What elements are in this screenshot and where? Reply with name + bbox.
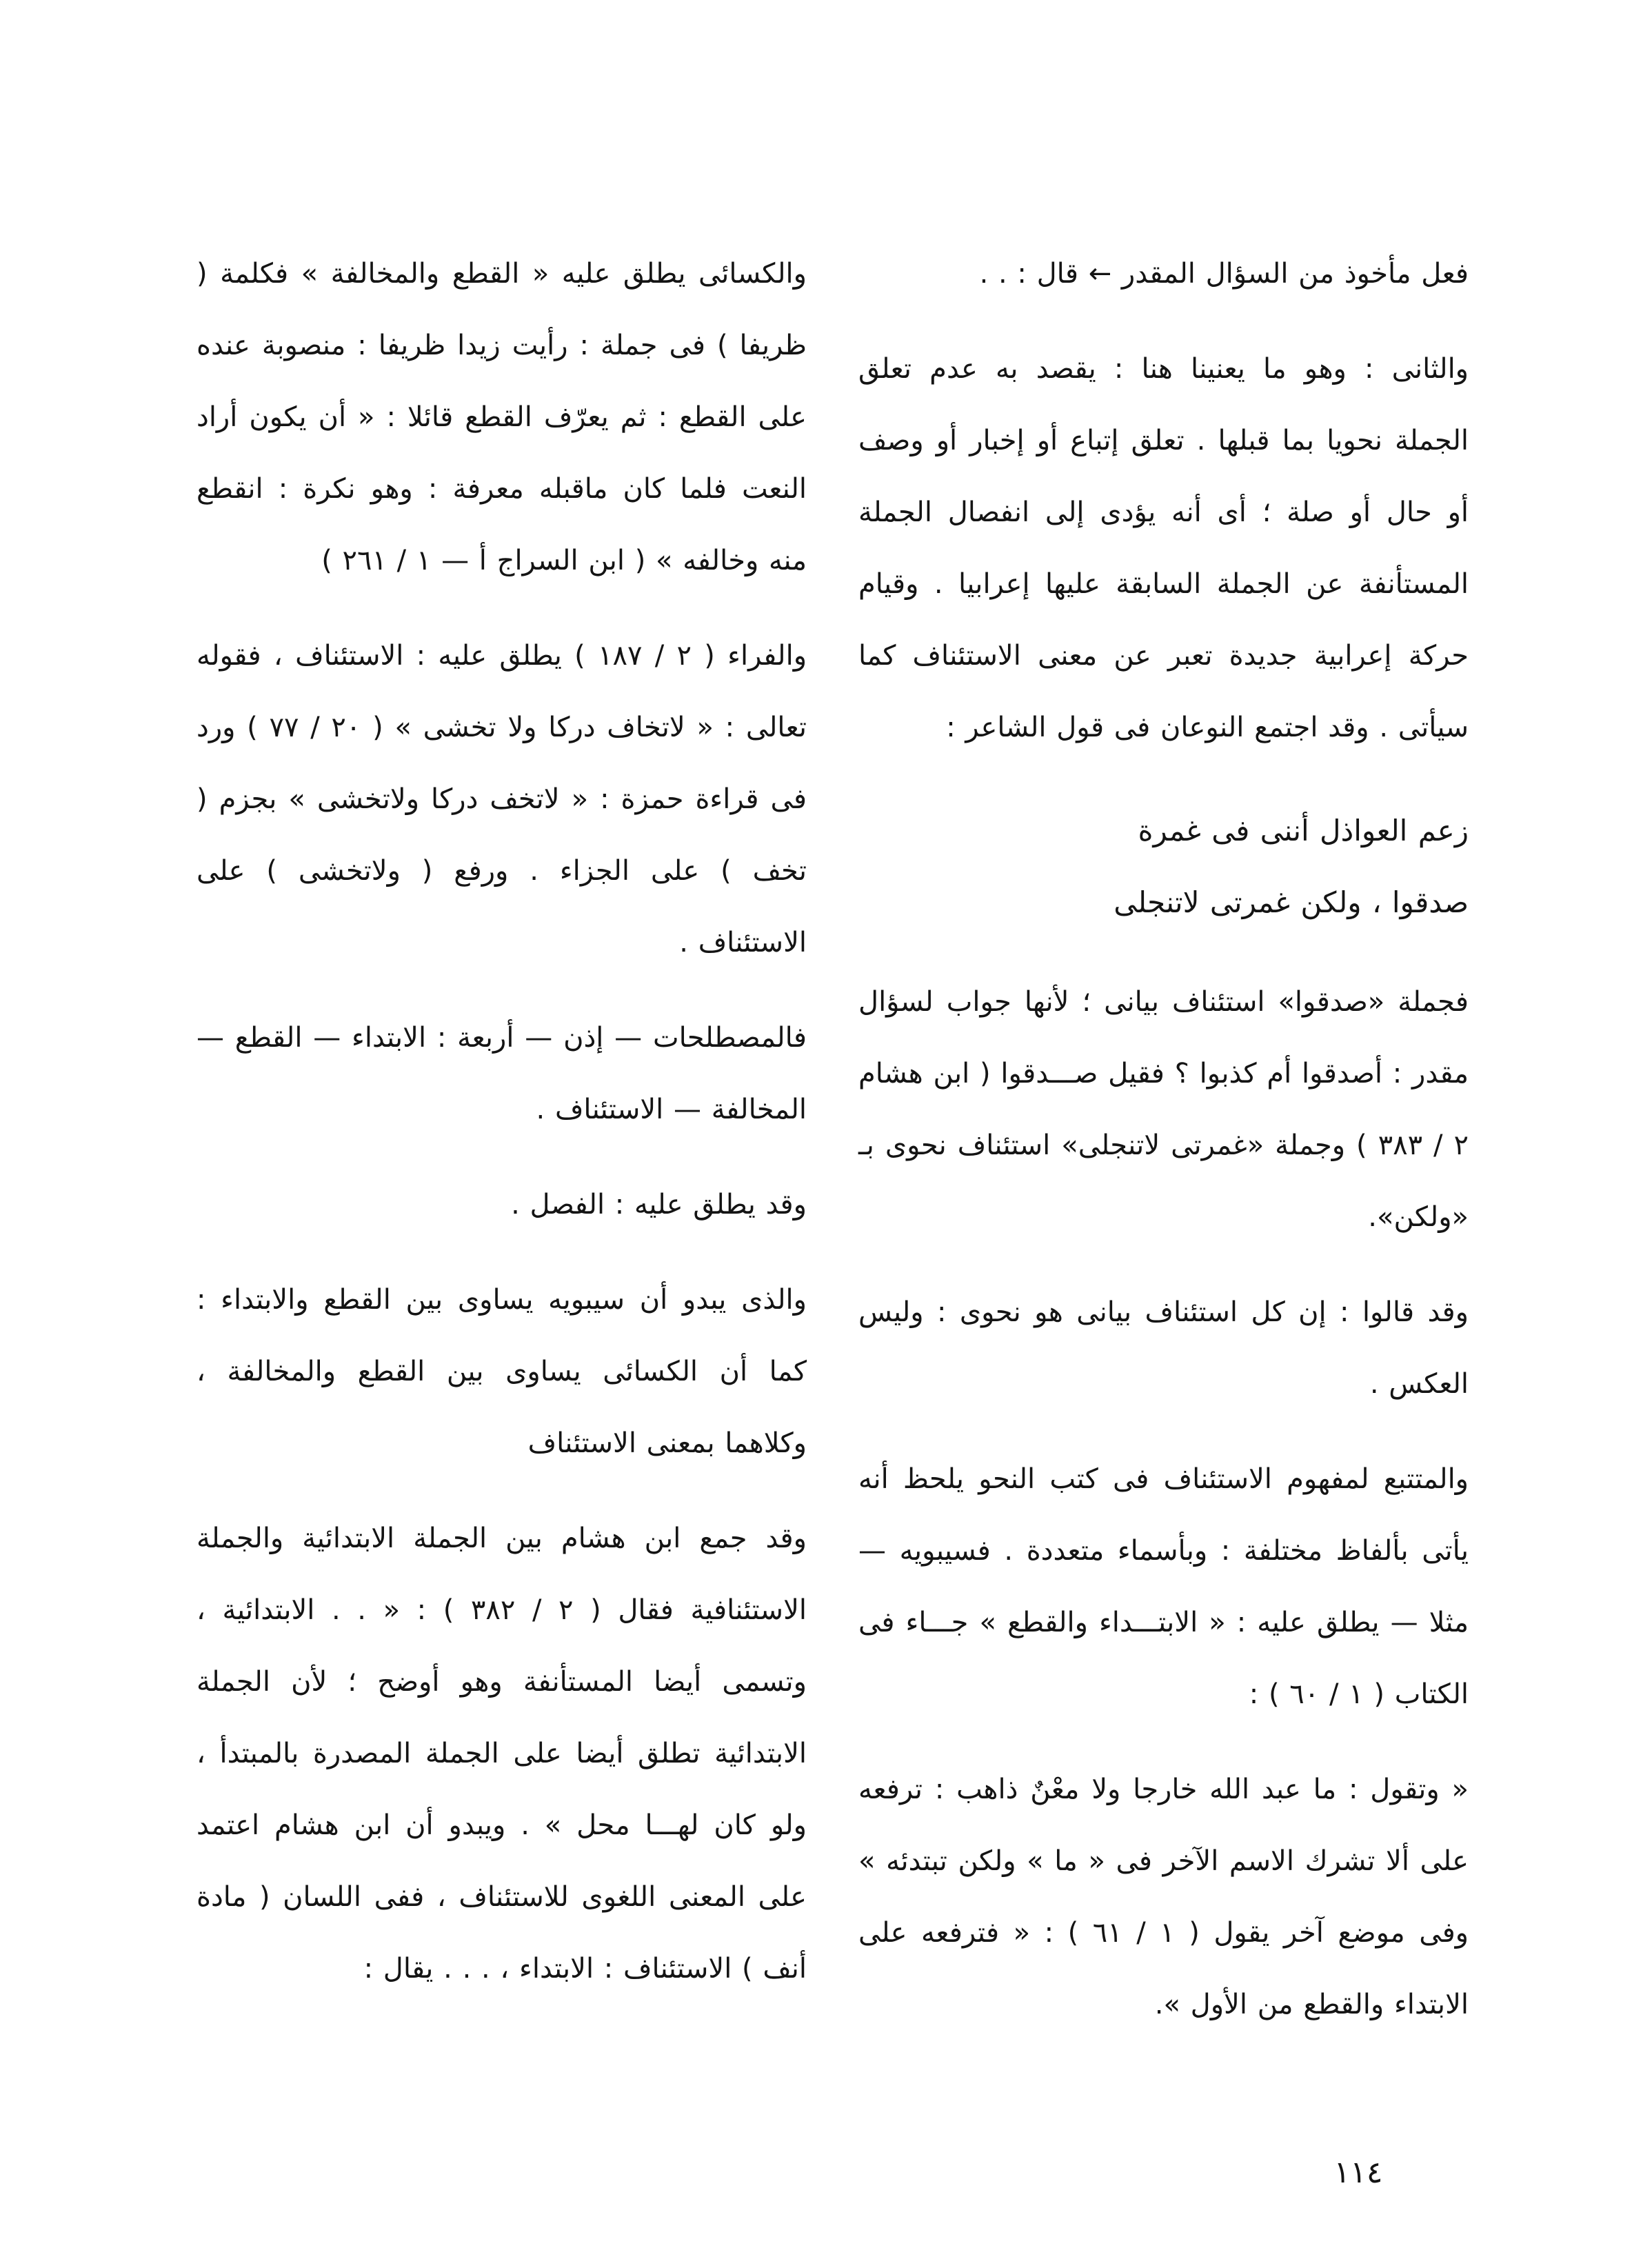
paragraph: وقد جمع ابن هشام بين الجملة الابتدائية والجملة الاستئنافية فقال ( ٢ / ٣٨٢ ) : « . . الابتدائية ، وتسمى أيضا المستأنفة وهو أوضح ؛ لأن الجملة الابتدائية تطلق أيضا على الجملة المصدرة بالمبتدأ ، ولو كان لهـــا محل » . ويبدو أن ابن هشام اعتمد على المعنى اللغوى للاستئناف ، ففى اللسان ( مادة أنف ) الاستئناف : الابتداء ، . . . يقال :	[197, 1523, 807, 1985]
paragraph: « وتقول : ما عبد الله خارجا ولا معْنٌ ذاهب : ترفعه على ألا تشرك الاسم الآخر فى « ما » ولكن تبتدئه » وفى موضع آخر يقول ( ١ / ٦١ ) : « فترفعه على الابتداء والقطع من الأول ».	[858, 1774, 1469, 2020]
paragraph: فجملة «صدقوا» استئناف بيانى ؛ لأنها جواب لسؤال مقدر : أصدقوا أم كذبوا ؟ فقيل صـــدقوا ( ابن هشام ٢ / ٣٨٣ ) وجملة «غمرتى لاتنجلى» استئناف نحوى بـ «ولكن».	[858, 986, 1469, 1233]
verse-second-hemistich: صدقوا ، ولكن غمرتى لاتنجلى	[1114, 885, 1469, 919]
paragraph: والثانى : وهو ما يعنينا هنا : يقصد به عدم تعلق الجملة نحويا بما قبلها . تعلق إتباع أو إخبار أو وصف أو حال أو صلة ؛ أى أنه يؤدى إلى انفصال الجملة المستأنفة عن الجملة السابقة عليها إعرابيا . وقيام حركة إعرابية جديدة تعبر عن معنى الاستئناف كما سيأتى . وقد اجتمع النوعان فى قول الشاعر :	[858, 353, 1469, 743]
paragraph: فالمصطلحات — إذن — أربعة : الابتداء — القطع — المخالفة — الاستئناف .	[197, 1022, 807, 1125]
left-column	[197, 238, 807, 2005]
paragraph: فعل مأخوذ من السؤال المقدر ← قال : . .	[979, 258, 1469, 290]
poetry-verse	[858, 795, 1469, 939]
paragraph: والذى يبدو أن سيبويه يساوى بين القطع والابتداء : كما أن الكسائى يساوى بين القطع والمخالفة ، وكلاهما بمعنى الاستئناف	[197, 1284, 807, 1459]
paragraph: والكسائى يطلق عليه « القطع والمخالفة » فكلمة ( ظريفا ) فى جملة : رأيت زيدا ظريفا : منصوبة عنده على القطع : ثم يعرّف القطع قائلا : « أن يكون أراد النعت فلما كان ماقبله معرفة : وهو نكرة : انقطع منه وخالفه » ( ابن السراج أ — ١ / ٢٦١ )	[197, 258, 807, 576]
right-column	[858, 238, 1469, 2040]
paragraph: والمتتبع لمفهوم الاستئناف فى كتب النحو يلحظ أنه يأتى بألفاظ مختلفة : وبأسماء متعددة . فسيبويه — مثلا — يطلق عليه : « الابتـــداء والقطع » جـــاء فى الكتاب ( ١ / ٦٠ ) :	[858, 1463, 1469, 1710]
paragraph: والفراء ( ٢ / ١٨٧ ) يطلق عليه : الاستئناف ، فقوله تعالى : « لاتخاف دركا ولا تخشى » ( ٢٠ / ٧٧ ) ورد فى قراءة حمزة : « لاتخف دركا ولاتخشى » بجزم ( تخف ) على الجزاء . ورفع ( ولاتخشى ) على الاستئناف .	[197, 640, 807, 959]
paragraph: وقد قالوا : إن كل استئناف بيانى هو نحوى : وليس العكس .	[858, 1296, 1469, 1400]
verse-first-hemistich: زعم العواذل أننى فى غمرة	[1138, 814, 1469, 847]
paragraph: وقد يطلق عليه : الفصل .	[511, 1189, 807, 1221]
page-number: ١١٤	[1333, 2155, 1383, 2190]
